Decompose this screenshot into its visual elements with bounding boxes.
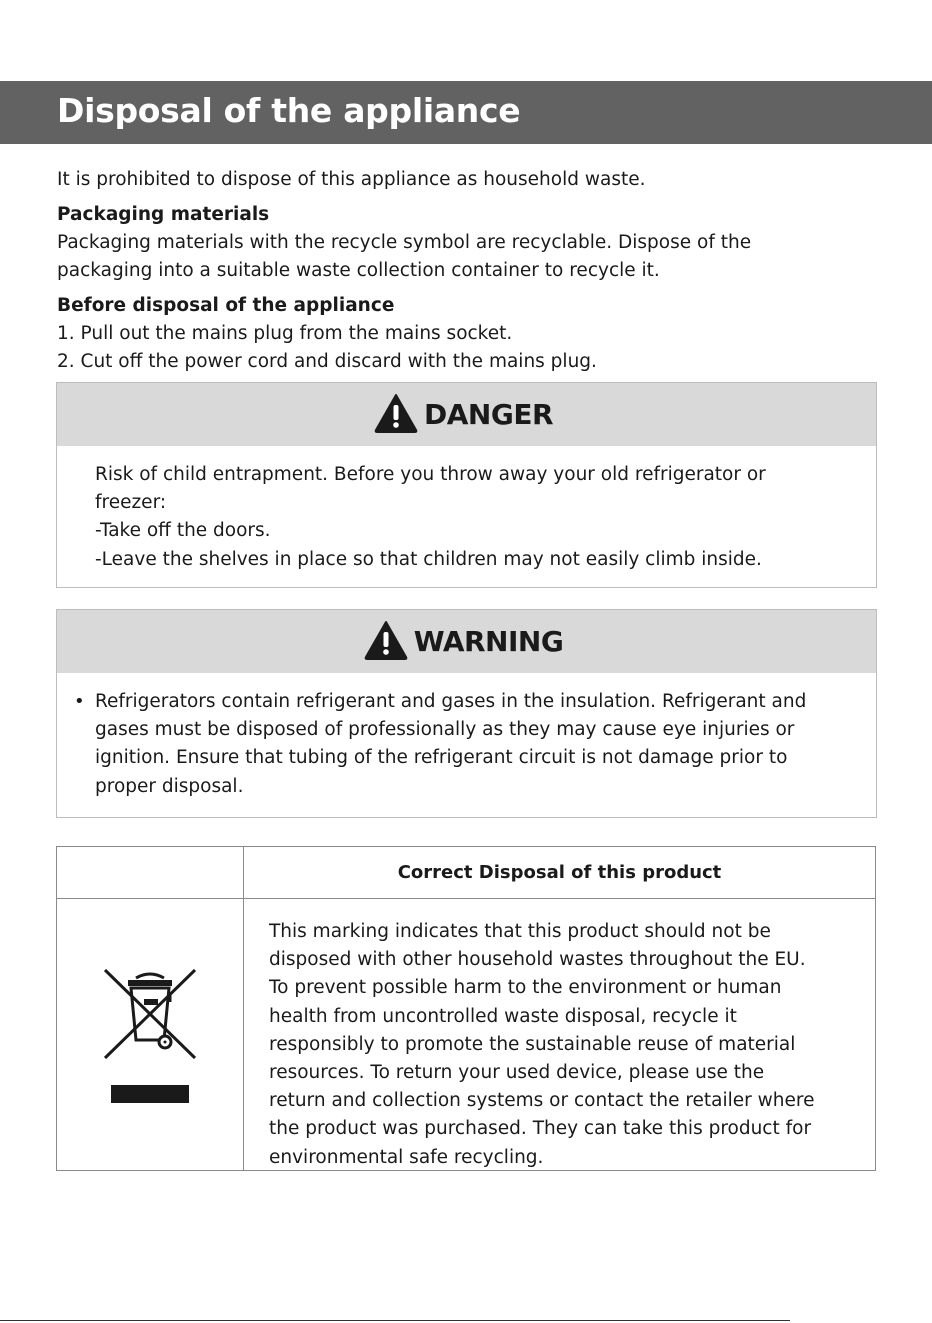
disposal-line: responsibly to promote the sustainable reuse of material (269, 1033, 796, 1055)
danger-line: Risk of child entrapment. Before you throw away your old refrigerator or (95, 464, 766, 485)
intro-text: It is prohibited to dispose of this appliance as household waste. (57, 169, 646, 190)
danger-header (57, 383, 876, 446)
disposal-line: disposed with other household wastes throughout the EU. (269, 949, 806, 971)
footer-divider (0, 1320, 790, 1321)
text-cell (244, 899, 876, 1171)
warning-triangle-icon (374, 393, 418, 437)
warning-line: ignition. Ensure that tubing of the refrigerant circuit is not damage prior to (95, 747, 788, 769)
warning-line: Refrigerators contain refrigerant and gases in the insulation. Refrigerant and (95, 691, 807, 712)
table-row (57, 899, 876, 1171)
warning-line: proper disposal. (95, 775, 244, 797)
danger-box (56, 382, 877, 588)
danger-label: DANGER (423, 398, 553, 431)
warning-label: WARNING (413, 625, 564, 658)
table-header-row (57, 847, 876, 899)
danger-body (95, 461, 766, 574)
disposal-line: This marking indicates that this product should not be (269, 921, 771, 942)
warning-line: gases must be disposed of professionally as they may cause eye injuries or (95, 719, 795, 741)
warning-triangle-icon (364, 620, 408, 664)
warning-header (57, 610, 876, 673)
disposal-text (244, 899, 875, 1170)
disposal-line: return and collection systems or contact the retailer where (269, 1090, 815, 1112)
disposal-line: resources. To return your used device, please use the (269, 1062, 765, 1084)
warning-box (56, 609, 877, 818)
before-disposal-heading: Before disposal of the appliance (57, 295, 395, 316)
warning-body (74, 688, 807, 801)
danger-line: freezer: (95, 492, 167, 514)
packaging-line: Packaging materials with the recycle symbol are recyclable. Dispose of the (57, 232, 752, 253)
disposal-table (56, 846, 876, 1171)
disposal-line: To prevent possible harm to the environment or human (269, 977, 782, 999)
disposal-line: health from uncontrolled waste disposal, recycle it (269, 1005, 737, 1027)
crossed-out-wheeled-bin-icon (57, 960, 243, 1110)
packaging-line: packaging into a suitable waste collection container to recycle it. (57, 260, 660, 281)
before-disposal-step: 1. Pull out the mains plug from the mains socket. (57, 323, 513, 344)
before-disposal-step: 2. Cut off the power cord and discard with the mains plug. (57, 351, 597, 372)
bullet: • (74, 691, 85, 712)
danger-line: -Leave the shelves in place so that children may not easily climb inside. (95, 548, 762, 570)
table-header: Correct Disposal of this product (397, 862, 722, 883)
section-banner (0, 81, 932, 144)
table-header-empty-cell (57, 847, 244, 899)
table-header-cell (244, 847, 876, 899)
danger-line: -Take off the doors. (95, 520, 271, 542)
icon-cell (57, 899, 244, 1171)
section-title: Disposal of the appliance (57, 91, 521, 130)
disposal-line: environmental safe recycling. (269, 1146, 544, 1168)
disposal-line: the product was purchased. They can take this product for (269, 1118, 812, 1140)
packaging-heading: Packaging materials (57, 204, 270, 225)
